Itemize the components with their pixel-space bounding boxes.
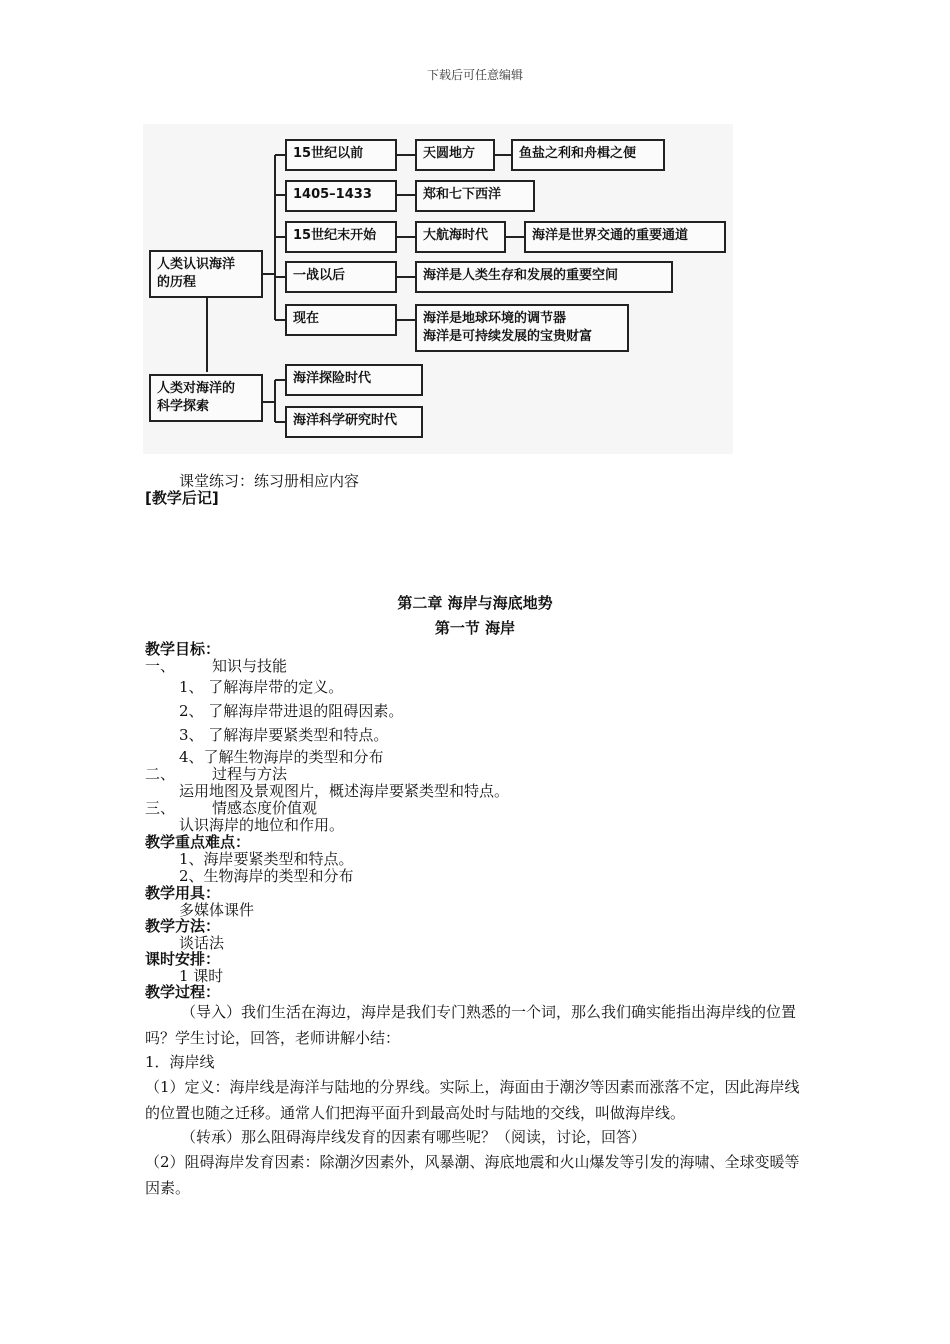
goal-emotion-title: 情感态度价值观 (212, 799, 318, 817)
root-history (149, 250, 263, 298)
period-before-15c: 15世纪以前 (285, 139, 397, 171)
goal-item: 3、 了解海岸要紧类型和特点。 (179, 726, 389, 744)
event-zheng-he: 郑和七下西洋 (415, 180, 535, 212)
method-heading: 教学方法： (145, 917, 221, 935)
concept-diagram (143, 124, 733, 454)
schedule-text: 1 课时 (179, 967, 224, 985)
method-text: 谈话法 (179, 934, 225, 952)
outcome-environment-line1: 海洋是地球环境的调节器 (423, 311, 567, 326)
period-present: 现在 (285, 304, 397, 336)
root-science (149, 374, 263, 422)
root-science-line2: 科学探索 (157, 399, 210, 414)
root-history-line1: 人类认识海洋 (157, 257, 236, 272)
outcome-environment-line2: 海洋是可持续发展的宝贵财富 (423, 329, 593, 344)
goals-heading: 教学目标： (145, 640, 221, 658)
root-science-line1: 人类对海洋的 (157, 381, 236, 396)
shoreline-factors: （2）阻碍海岸发育因素：除潮汐因素外，风暴潮、海底地震和火山爆发等引发的海啸、全球变暖等因素。 (145, 1153, 800, 1197)
goal-knowledge-num: 一、 (145, 657, 176, 675)
keypoint-item: 2、生物海岸的类型和分布 (179, 867, 354, 885)
postscript-heading: [教学后记] (145, 489, 219, 507)
outcome-living-space: 海洋是人类生存和发展的重要空间 (415, 261, 673, 293)
era-research: 海洋科学研究时代 (285, 406, 423, 438)
goal-emotion-num: 三、 (145, 799, 176, 817)
goal-item: 1、 了解海岸带的定义。 (179, 678, 344, 696)
period-after-ww1: 一战以后 (285, 261, 397, 293)
schedule-heading: 课时安排： (145, 950, 221, 968)
goal-process-title: 过程与方法 (212, 765, 288, 783)
practice-line: 课堂练习：练习册相应内容 (179, 472, 360, 490)
section-title: 第一节 海岸 (434, 619, 516, 637)
shoreline-heading: 1．海岸线 (145, 1053, 215, 1071)
keypoints-heading: 教学重点难点： (145, 833, 251, 851)
goal-process-text: 运用地图及景观图片，概述海岸要紧类型和特点。 (179, 782, 510, 800)
chapter-title: 第二章 海岸与海底地势 (397, 594, 553, 612)
outcome-trade-route: 海洋是世界交通的重要通道 (524, 221, 726, 253)
outcome-fish-salt: 鱼盐之利和舟楫之便 (511, 139, 665, 171)
period-1405-1433: 1405–1433 (285, 180, 397, 212)
goal-knowledge-title: 知识与技能 (212, 657, 288, 675)
outcome-environment (415, 304, 629, 352)
goal-item: 4、了解生物海岸的类型和分布 (179, 748, 384, 766)
period-late-15c: 15世纪末开始 (285, 221, 397, 253)
goal-item: 2、 了解海岸带进退的阻碍因素。 (179, 702, 404, 720)
tools-text: 多媒体课件 (179, 901, 255, 919)
goal-emotion-text: 认识海岸的地位和作用。 (179, 816, 345, 834)
page-header: 下载后可任意编辑 (426, 68, 523, 82)
era-exploration: 海洋探险时代 (285, 364, 423, 396)
root-history-line2: 的历程 (157, 275, 197, 290)
keypoint-item: 1、海岸要紧类型和特点。 (179, 850, 354, 868)
process-intro: （导入）我们生活在海边，海岸是我们专门熟悉的一个词，那么我们确实能指出海岸线的位置吗？学生讨论，回答，老师讲解小结： (145, 1003, 797, 1047)
goal-process-num: 二、 (145, 765, 176, 783)
process-heading: 教学过程： (145, 983, 221, 1001)
transition-line: （转承）那么阻碍海岸线发育的因素有哪些呢？（阅读，讨论，回答） (181, 1128, 647, 1146)
event-round-sky: 天圆地方 (415, 139, 495, 171)
shoreline-definition: （1）定义：海岸线是海洋与陆地的分界线。实际上，海面由于潮汐等因素而涨落不定，因此海岸线的位置也随之迁移。通常人们把海平面升到最高处时与陆地的交线，叫做海岸线。 (145, 1078, 800, 1122)
event-age-of-discovery: 大航海时代 (415, 221, 506, 253)
tools-heading: 教学用具： (145, 884, 221, 902)
